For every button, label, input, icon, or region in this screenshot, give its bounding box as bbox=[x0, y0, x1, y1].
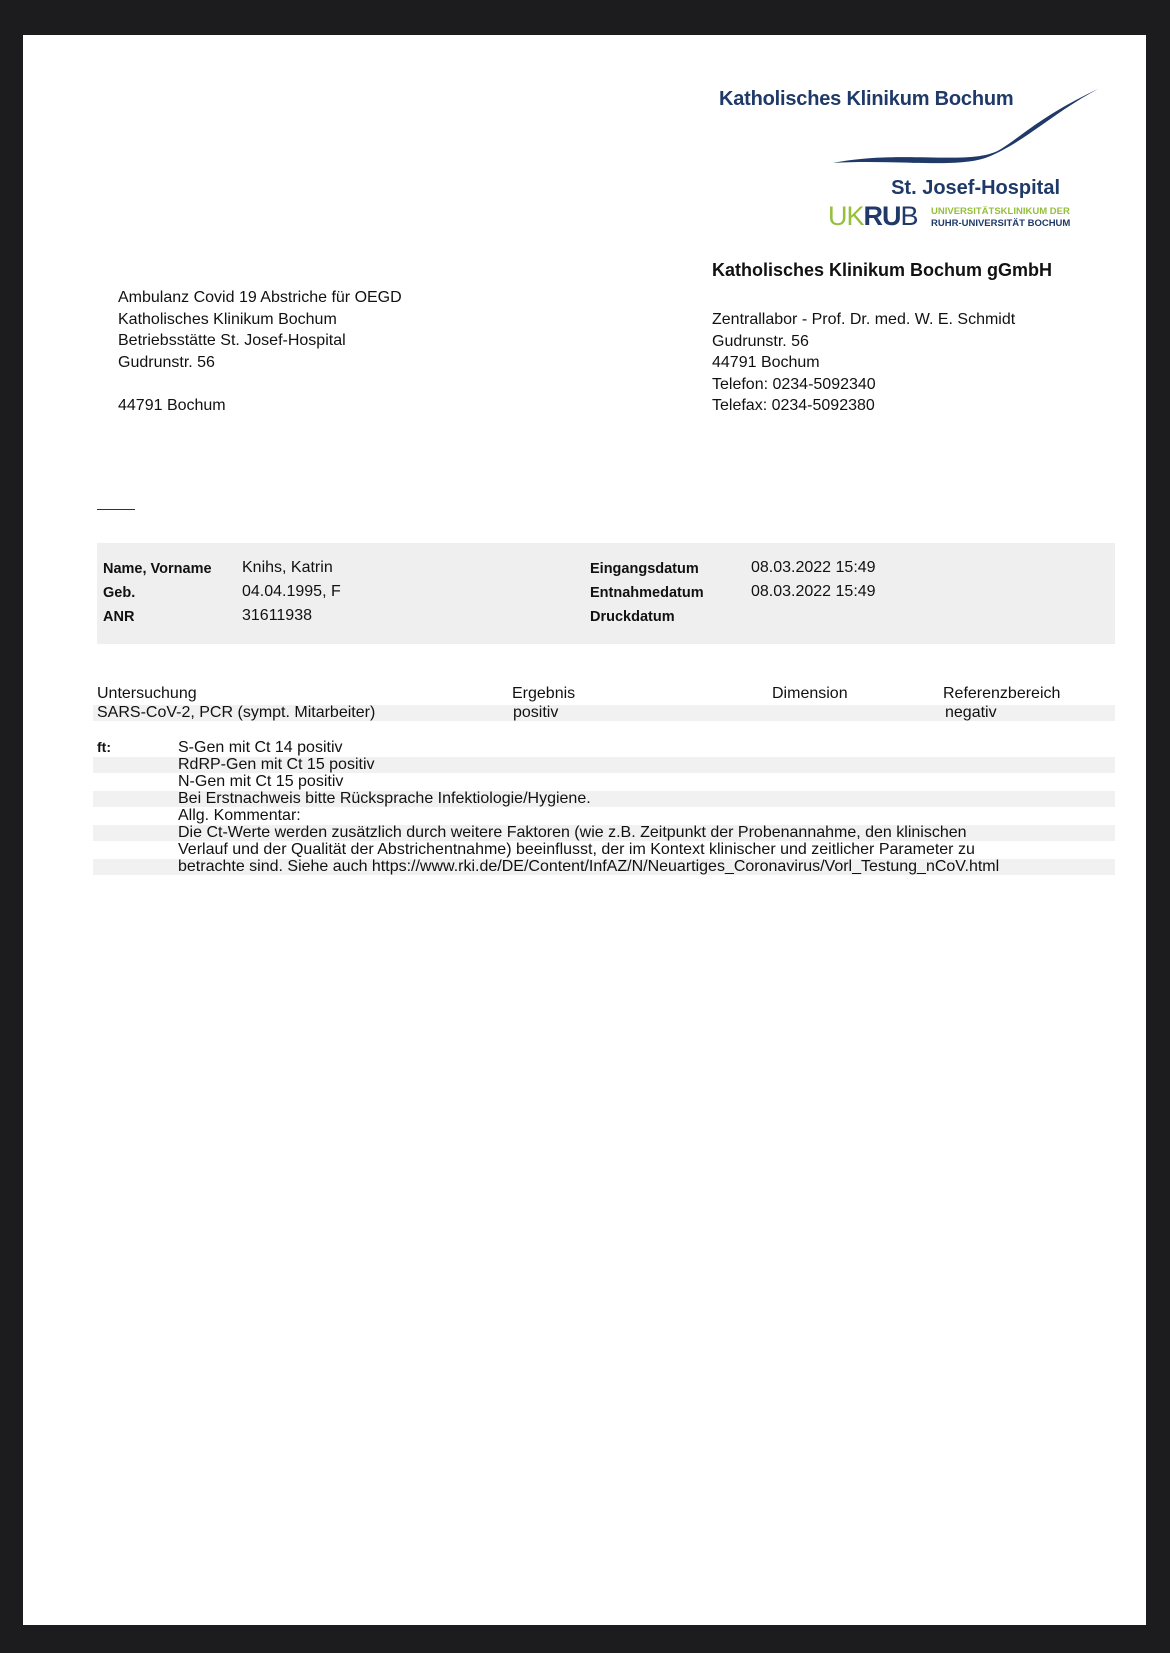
sender-organization: Katholisches Klinikum Bochum gGmbH bbox=[712, 260, 1053, 280]
ukrub-logo-ru: RU bbox=[863, 201, 901, 231]
note-line: Bei Erstnachweis bitte Rücksprache Infektiologie/Hygiene. bbox=[178, 790, 591, 807]
sampled-date-value: 08.03.2022 15:49 bbox=[751, 583, 876, 600]
footnote-label: ft: bbox=[97, 739, 111, 755]
clinic-logo-swoosh-icon bbox=[723, 85, 1103, 185]
sender-line: Zentrallabor - Prof. Dr. med. W. E. Schmidt bbox=[712, 311, 1016, 328]
note-line: betrachte sind. Siehe auch https://www.rki.de/DE/Content/InfAZ/N/Neuartiges_Coronavirus/Vorl_Testung_nCoV.html bbox=[178, 858, 1000, 875]
sender-line: Telefon: 0234-5092340 bbox=[712, 375, 876, 393]
note-line: Verlauf und der Qualität der Abstrichentnahme) beeinflusst, der im Kontext klinischer und zeitlicher Parameter zu bbox=[178, 841, 975, 858]
recipient-line: 44791 Bochum bbox=[118, 396, 226, 414]
anr-value: 31611938 bbox=[242, 607, 312, 624]
anr-label: ANR bbox=[103, 609, 135, 625]
ukrub-logo-subtitle bbox=[931, 206, 1070, 230]
result-test: SARS-CoV-2, PCR (sympt. Mitarbeiter) bbox=[97, 704, 376, 721]
ukrub-logo-b: B bbox=[900, 201, 918, 231]
result-reference: negativ bbox=[945, 704, 997, 721]
sender-line: Telefax: 0234-5092380 bbox=[712, 397, 875, 414]
birth-label: Geb. bbox=[103, 585, 136, 601]
sender-line: 44791 Bochum bbox=[712, 354, 820, 371]
patient-info-box bbox=[97, 543, 1115, 644]
received-date-label: Eingangsdatum bbox=[590, 561, 699, 577]
note-line: RdRP-Gen mit Ct 15 positiv bbox=[178, 756, 375, 773]
ukrub-subtitle-line2: RUHR-UNIVERSITÄT BOCHUM bbox=[931, 218, 1071, 229]
ukrub-logo bbox=[828, 201, 918, 232]
sampled-date-label: Entnahmedatum bbox=[590, 585, 704, 601]
recipient-line-blank bbox=[118, 373, 402, 395]
sender-line: Gudrunstr. 56 bbox=[712, 332, 809, 350]
birth-value: 04.04.1995, F bbox=[242, 583, 341, 600]
ukrub-subtitle-line1: UNIVERSITÄTSKLINIKUM DER bbox=[931, 206, 1070, 217]
note-line: S-Gen mit Ct 14 positiv bbox=[178, 739, 343, 756]
fold-mark-divider bbox=[97, 509, 135, 510]
received-date-value: 08.03.2022 15:49 bbox=[751, 559, 876, 576]
name-label: Name, Vorname bbox=[103, 561, 212, 577]
note-line: Die Ct-Werte werden zusätzlich durch weitere Faktoren (wie z.B. Zeitpunkt der Probenannahme, den klinischen bbox=[178, 824, 967, 841]
sender-address bbox=[712, 309, 1015, 417]
note-line: N-Gen mit Ct 15 positiv bbox=[178, 773, 344, 790]
ukrub-logo-uk: UK bbox=[828, 201, 864, 231]
col-header-unit: Dimension bbox=[772, 685, 848, 702]
name-value: Knihs, Katrin bbox=[242, 559, 333, 576]
result-value: positiv bbox=[513, 704, 559, 721]
recipient-address bbox=[118, 287, 402, 416]
recipient-line: Ambulanz Covid 19 Abstriche für OEGD bbox=[118, 289, 402, 306]
document-page bbox=[23, 35, 1146, 1625]
col-header-reference: Referenzbereich bbox=[943, 685, 1061, 702]
col-header-test: Untersuchung bbox=[97, 685, 197, 702]
recipient-line: Gudrunstr. 56 bbox=[118, 353, 215, 371]
col-header-result: Ergebnis bbox=[512, 685, 576, 702]
hospital-logo-name: St. Josef-Hospital bbox=[891, 177, 1060, 199]
printed-date-label: Druckdatum bbox=[590, 609, 675, 625]
recipient-line: Katholisches Klinikum Bochum bbox=[118, 310, 337, 328]
recipient-line: Betriebsstätte St. Josef-Hospital bbox=[118, 332, 346, 349]
clinic-logo-title: Katholisches Klinikum Bochum bbox=[719, 88, 1014, 110]
note-line: Allg. Kommentar: bbox=[178, 807, 301, 824]
